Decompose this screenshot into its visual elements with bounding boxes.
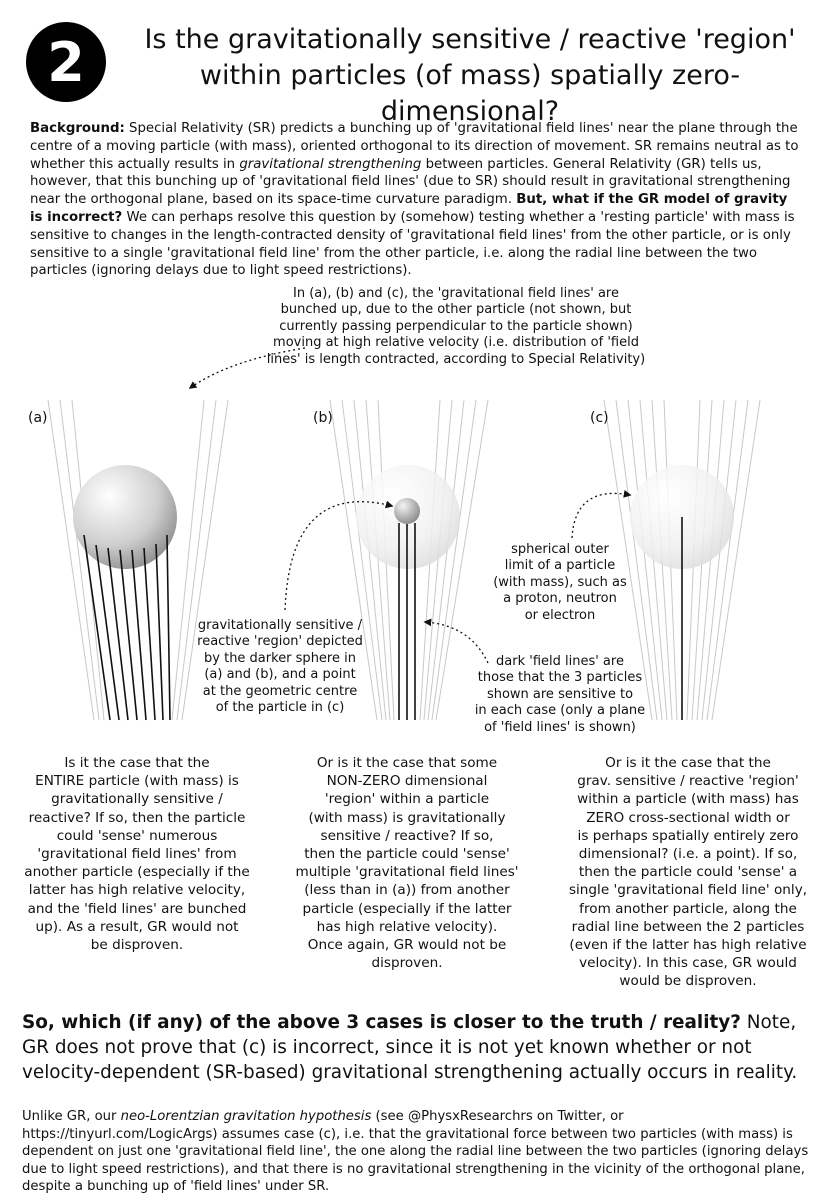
case-line: NON-ZERO dimensional — [326, 773, 488, 790]
case-line: could 'sense' numerous — [56, 827, 218, 844]
step-number: 2 — [47, 30, 85, 94]
case-line: and the 'field lines' are bunched — [27, 900, 247, 917]
case-line: up). As a result, GR would not — [35, 918, 239, 935]
top-callout-text — [266, 286, 646, 368]
case-a-text — [12, 754, 262, 954]
case-line: (with mass) is gravitationally — [308, 809, 506, 826]
case-line: Or is it the case that the — [605, 755, 771, 771]
panel-label-a: (a) — [28, 410, 48, 426]
panel-label-c: (c) — [590, 410, 609, 426]
step-number-badge — [26, 22, 106, 102]
callout-line: or electron — [524, 607, 596, 623]
outer-limit-callout-text — [470, 542, 650, 624]
callout-line: lines' is length contracted, according to Special Relativity) — [266, 351, 646, 367]
field-line-dark — [167, 535, 170, 720]
case-line: disproven. — [371, 955, 443, 972]
case-line: single 'gravitational field line' only, — [568, 882, 808, 899]
field-line — [707, 400, 748, 720]
case-line: has high relative velocity). — [316, 918, 498, 935]
case-line: is perhaps spatially entirely zero — [577, 827, 799, 844]
case-line: within a particle (with mass) has — [577, 791, 799, 808]
field-line-dark — [156, 544, 163, 720]
case-line: from another particle, along the — [579, 900, 797, 917]
callout-line: reactive 'region' depicted — [197, 634, 363, 650]
field-line-dark — [96, 545, 119, 720]
case-line: multiple 'gravitational field lines' — [295, 864, 519, 881]
page-title — [120, 22, 820, 130]
case-line: radial line between the 2 particles — [571, 918, 805, 935]
case-line: then the particle could 'sense' — [304, 846, 510, 863]
callout-line: moving at high relative velocity (i.e. distribution of 'field — [273, 335, 639, 351]
case-line: sensitive / reactive? If so, — [320, 827, 494, 844]
field-line — [60, 400, 99, 720]
callout-line: in each case (only a plane — [474, 703, 646, 719]
case-line: particle (especially if the latter — [302, 900, 512, 917]
callout-line: those that the 3 particles — [477, 670, 643, 686]
title-line-1: Is the gravitationally sensitive / reactive 'region' — [144, 24, 796, 55]
case-line: Once again, GR would not be — [307, 937, 507, 954]
callout-line: at the geometric centre — [202, 683, 358, 699]
callout-line: (a) and (b), and a point — [204, 667, 356, 683]
case-line: latter has high relative velocity, — [28, 882, 246, 899]
background-text-3: We can perhaps resolve this question by (somehow) testing whether a 'resting particle' with mass is sensitive to changes in the length-contracted density of 'gravitational field lines' from the other particle, or is only sensitive to a single 'gravitational field line' from the other particle, i.e. along the radial line between the two particles (ignoring delays due to light speed restrictions). — [30, 209, 795, 279]
footer-emphasis: neo-Lorentzian gravitation hypothesis — [120, 1109, 372, 1124]
callout-line: shown are sensitive to — [486, 686, 634, 702]
panel-b-sensitive-region-sphere — [394, 498, 420, 524]
case-line: reactive? If so, then the particle — [28, 809, 246, 826]
callout-line: dark 'field lines' are — [496, 654, 624, 669]
background-text-2: between particles. General Relativity (GR) tells us, however, that this bunching up of 'gravitational field lines' (due to SR) should result in gravitational strengthening near the orthogonal plane, based on its space-time curvature paradigm. — [30, 156, 791, 208]
question-bold: So, which (if any) of the above 3 cases is closer to the truth / reality? — [22, 1012, 741, 1033]
case-line: gravitationally sensitive / — [51, 791, 223, 808]
case-line: then the particle could 'sense' a — [578, 864, 798, 881]
footer-paragraph — [22, 1108, 812, 1196]
case-line: Is it the case that the — [64, 755, 210, 771]
case-line: ZERO cross-sectional width or — [586, 809, 790, 826]
field-line-dark — [144, 548, 155, 720]
callout-line: limit of a particle — [504, 558, 616, 574]
case-line: (less than in (a)) from another — [304, 882, 510, 899]
background-paragraph — [30, 120, 802, 280]
dark-lines-callout-text — [460, 654, 660, 736]
case-line: 'region' within a particle — [324, 791, 490, 808]
callout-line: bunched up, due to the other particle (not shown, but — [280, 302, 632, 318]
callout-line: by the darker sphere in — [204, 650, 356, 666]
case-line: (even if the latter has high relative — [569, 937, 807, 954]
background-emphasis: gravitational strengthening — [239, 156, 422, 172]
background-text-1: Special Relativity (SR) predicts a bunching up of 'gravitational field lines' near the plane through the centre of a moving particle (with mass), oriented orthogonal to its direction of movement. SR remains neutral as to whether this actually results in — [30, 121, 799, 172]
case-line: 'gravitational field lines' from — [37, 846, 237, 863]
field-line-dark — [108, 548, 128, 720]
case-line: grav. sensitive / reactive 'region' — [577, 773, 799, 790]
panel-label-b: (b) — [313, 410, 333, 426]
callout-line: In (a), (b) and (c), the 'gravitational field lines' are — [293, 286, 619, 301]
closing-question — [22, 1010, 812, 1085]
question-text: Note, GR does not prove that (c) is incorrect, since it is not yet known whether or not velocity-dependent (SR-based) gravitational strengthening actually occurs in reality. — [22, 1012, 798, 1083]
case-line: be disproven. — [90, 937, 184, 954]
title-line-2: within particles (of mass) spatially zero-dimensional? — [199, 60, 741, 127]
case-line: ENTIRE particle (with mass) is — [35, 773, 239, 790]
callout-line: of the particle in (c) — [215, 700, 345, 716]
background-label: Background: — [30, 121, 125, 136]
footer-text-2: (see @PhysxResearchrs on Twitter, or https://tinyurl.com/LogicArgs) assumes case (c), i.e. that the gravitational force between two particles (with mass) is dependent on just one 'gravitational field line', the one along the radial line between the two particles (ignoring delays due to light speed restrictions), and that there is no gravitational strengthening in the vicinity of the orthogonal plane, despite a bunching up of 'field lines' under SR. — [22, 1109, 809, 1195]
callout-line: spherical outer — [511, 542, 609, 557]
callout-line: a proton, neutron — [503, 591, 617, 607]
panel-a-particle-sphere — [73, 465, 177, 569]
case-line: another particle (especially if the — [24, 864, 250, 881]
footer-text-1: Unlike GR, our — [22, 1109, 121, 1124]
case-line: velocity). In this case, GR would — [579, 955, 797, 972]
case-line: dimensional? (i.e. a point). If so, — [578, 846, 798, 863]
case-line: Or is it the case that some — [316, 755, 498, 771]
case-b-text — [282, 754, 532, 972]
callout-line: of 'field lines' is shown) — [484, 719, 636, 735]
callout-line: gravitationally sensitive / — [197, 618, 363, 633]
case-line: would be disproven. — [619, 973, 757, 990]
region-callout-text — [186, 618, 374, 716]
callout-line: (with mass), such as — [493, 574, 627, 590]
case-c-text — [562, 754, 814, 991]
background-bold-question: But, what if the GR model of gravity is incorrect? — [30, 192, 788, 225]
callout-line: currently passing perpendicular to the particle shown) — [279, 318, 633, 334]
